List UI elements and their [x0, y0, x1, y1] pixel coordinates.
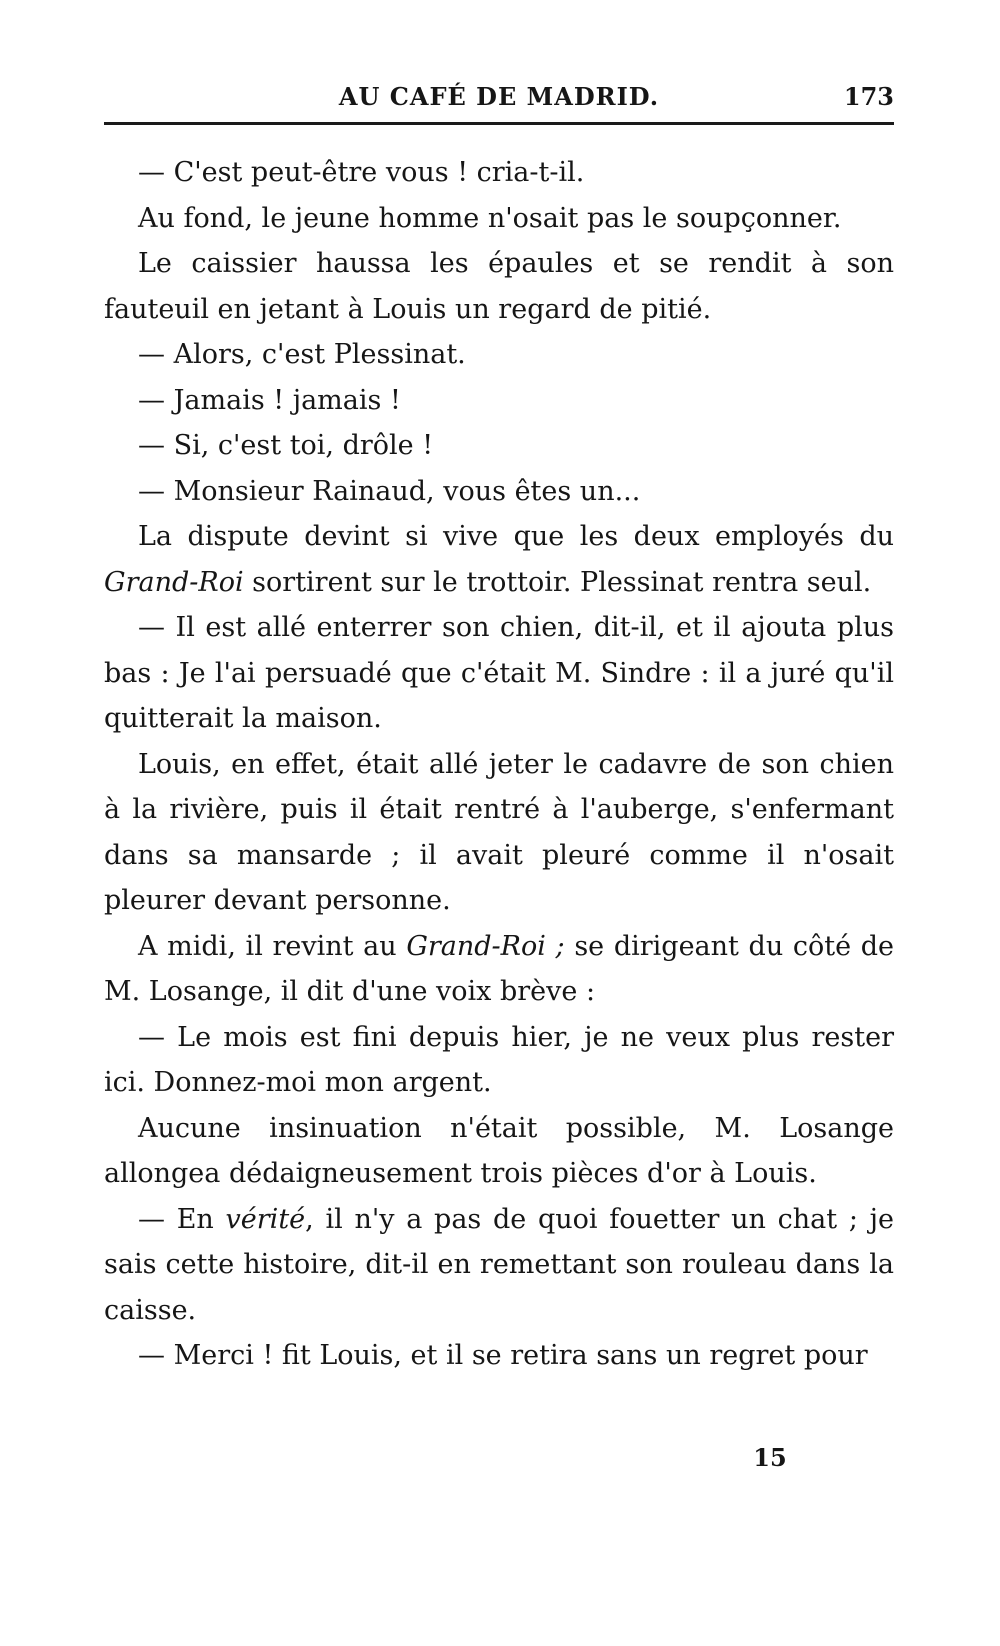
- paragraph-text: — Jamais ! jamais !: [138, 384, 401, 416]
- paragraph-text: — Il est allé enterrer son chien, dit-il, et il ajouta plus bas : Je l'ai persuadé que c'était M. Sindre : il a juré qu'il quitterait la maison.: [104, 612, 894, 734]
- paragraph-text: — Monsieur Rainaud, vous êtes un...: [138, 475, 641, 507]
- paragraph-text: A midi, il revint au: [138, 930, 407, 962]
- italic-shop-name: Grand-Roi ;: [406, 930, 565, 962]
- paragraph-text: sortirent sur le trottoir. Plessinat rentra seul.: [243, 566, 872, 598]
- paragraph: [104, 469, 894, 515]
- header-rule: [104, 122, 894, 125]
- paragraph-text: Aucune insinuation n'était possible, M. Losange allongea dédaigneusement trois pièces d'or à Louis.: [104, 1112, 894, 1189]
- italic-shop-name: Grand-Roi: [104, 566, 244, 598]
- paragraph: [104, 1333, 894, 1379]
- paragraph: [104, 742, 894, 924]
- paragraph-text: — En: [138, 1203, 226, 1235]
- page-header: [104, 70, 894, 112]
- paragraph-text: Au fond, le jeune homme n'osait pas le soupçonner.: [138, 202, 842, 234]
- running-title: AU CAFÉ DE MADRID.: [338, 82, 660, 111]
- paragraph: [104, 150, 894, 196]
- paragraph: [104, 924, 894, 1015]
- paragraph: [104, 1015, 894, 1106]
- paragraph-text: — Alors, c'est Plessinat.: [138, 339, 466, 370]
- paragraph-text: , il n'y a pas de quoi fouetter un chat ; je sais cette histoire, dit-il en remettant son rouleau dans la caisse.: [104, 1203, 895, 1326]
- paragraph-text: Le caissier haussa les épaules et se rendit à son fauteuil en jetant à Louis un regard de pitié.: [104, 248, 894, 325]
- paragraph-text: se dirigeant du côté de M. Losange, il dit d'une voix brève :: [104, 930, 895, 1007]
- paragraph: [104, 241, 894, 332]
- paragraph: [104, 1106, 894, 1197]
- paragraph-text: — Le mois est fini depuis hier, je ne veux plus rester ici. Donnez-moi mon argent.: [104, 1021, 894, 1098]
- italic-word: vérité: [225, 1203, 306, 1235]
- paragraph: [104, 514, 894, 605]
- paragraph: [104, 196, 894, 242]
- paragraph: [104, 1197, 894, 1334]
- paragraph-text: Louis, en effet, était allé jeter le cadavre de son chien à la rivière, puis il était rentré à l'auberge, s'enfermant dans sa mansarde ; il avait pleuré comme il n'osait pleurer devant personne.: [104, 748, 894, 916]
- page-body: [104, 150, 894, 1379]
- paragraph: [104, 423, 894, 469]
- paragraph-text: — Merci ! fit Louis, et il se retira sans un regret pour: [138, 1340, 868, 1371]
- paragraph: [104, 332, 894, 378]
- page-number: 173: [843, 82, 894, 111]
- signature-mark: 15: [753, 1443, 787, 1472]
- paragraph-text: La dispute devint si vive que les deux employés du: [138, 521, 894, 552]
- paragraph-text: — C'est peut-être vous ! cria-t-il.: [138, 157, 585, 188]
- paragraph-text: — Si, c'est toi, drôle !: [138, 430, 434, 461]
- paragraph: [104, 378, 894, 424]
- book-page: [104, 70, 895, 1371]
- paragraph: [104, 605, 894, 742]
